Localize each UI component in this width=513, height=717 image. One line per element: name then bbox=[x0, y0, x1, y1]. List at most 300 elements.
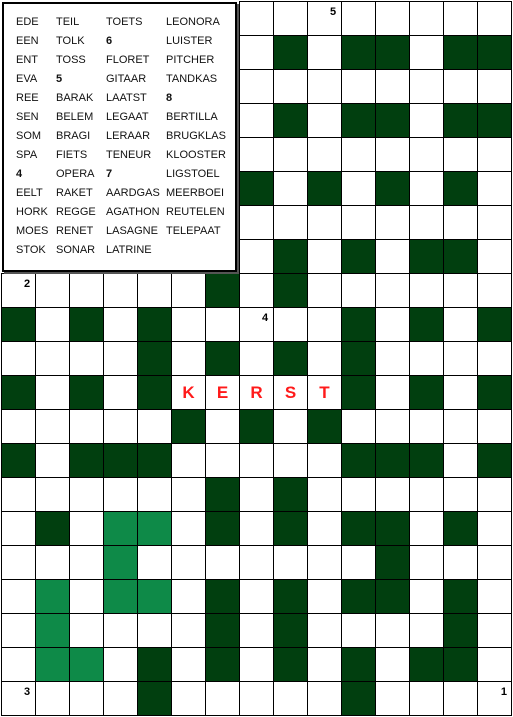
grid-cell[interactable] bbox=[409, 477, 444, 512]
grid-cell[interactable] bbox=[477, 647, 512, 682]
word-list-item: FLORET bbox=[106, 54, 150, 66]
grid-cell[interactable] bbox=[273, 409, 308, 444]
grid-cell[interactable] bbox=[307, 273, 342, 308]
grid-cell[interactable] bbox=[409, 613, 444, 648]
clue-number: 2 bbox=[24, 278, 31, 290]
grid-cell[interactable] bbox=[375, 239, 410, 274]
grid-cell-dark bbox=[273, 35, 308, 70]
grid-cell-dark bbox=[341, 681, 376, 716]
grid-cell[interactable] bbox=[409, 545, 444, 580]
grid-cell-highlight[interactable] bbox=[103, 579, 138, 614]
grid-cell[interactable] bbox=[103, 647, 138, 682]
grid-cell[interactable] bbox=[239, 205, 274, 240]
grid-cell[interactable] bbox=[409, 579, 444, 614]
grid-cell[interactable] bbox=[443, 545, 478, 580]
grid-cell[interactable] bbox=[239, 545, 274, 580]
grid-cell-dark bbox=[273, 103, 308, 138]
grid-cell[interactable] bbox=[477, 341, 512, 376]
grid-cell-dark bbox=[375, 579, 410, 614]
grid-cell-dark bbox=[137, 681, 172, 716]
grid-cell-dark bbox=[35, 511, 70, 546]
grid-cell-dark bbox=[137, 443, 172, 478]
grid-cell[interactable] bbox=[103, 375, 138, 410]
grid-cell-dark bbox=[443, 579, 478, 614]
grid-cell[interactable] bbox=[341, 273, 376, 308]
grid-cell[interactable] bbox=[171, 613, 206, 648]
grid-cell[interactable] bbox=[205, 307, 240, 342]
grid-cell[interactable] bbox=[137, 613, 172, 648]
grid-cell-dark bbox=[341, 341, 376, 376]
grid-cell[interactable] bbox=[69, 341, 104, 376]
grid-cell[interactable] bbox=[375, 375, 410, 410]
cell-letter: E bbox=[216, 383, 229, 402]
grid-cell[interactable] bbox=[103, 273, 138, 308]
grid-cell[interactable] bbox=[341, 1, 376, 36]
grid-cell[interactable] bbox=[443, 205, 478, 240]
grid-cell[interactable] bbox=[477, 171, 512, 206]
grid-cell[interactable] bbox=[35, 477, 70, 512]
grid-cell[interactable] bbox=[443, 69, 478, 104]
grid-cell[interactable] bbox=[69, 273, 104, 308]
grid-cell[interactable] bbox=[239, 375, 274, 410]
grid-cell[interactable] bbox=[409, 205, 444, 240]
grid-cell[interactable] bbox=[273, 1, 308, 36]
grid-cell-dark bbox=[69, 443, 104, 478]
grid-cell-dark bbox=[137, 647, 172, 682]
grid-cell[interactable] bbox=[477, 681, 512, 716]
grid-cell[interactable] bbox=[409, 69, 444, 104]
grid-cell[interactable] bbox=[69, 477, 104, 512]
grid-cell[interactable] bbox=[239, 579, 274, 614]
grid-cell-dark bbox=[205, 341, 240, 376]
grid-cell[interactable] bbox=[375, 307, 410, 342]
word-list-item: SPA bbox=[16, 149, 38, 161]
grid-cell[interactable] bbox=[171, 307, 206, 342]
grid-cell[interactable] bbox=[171, 579, 206, 614]
grid-cell[interactable] bbox=[137, 273, 172, 308]
grid-cell[interactable] bbox=[409, 341, 444, 376]
grid-cell[interactable] bbox=[103, 681, 138, 716]
grid-cell-dark bbox=[307, 409, 342, 444]
grid-cell[interactable] bbox=[443, 477, 478, 512]
grid-cell[interactable] bbox=[35, 375, 70, 410]
grid-cell[interactable] bbox=[69, 545, 104, 580]
word-list-item: LUISTER bbox=[166, 35, 213, 47]
grid-cell[interactable] bbox=[307, 35, 342, 70]
grid-cell[interactable] bbox=[477, 477, 512, 512]
grid-cell[interactable] bbox=[375, 613, 410, 648]
grid-cell[interactable] bbox=[307, 681, 342, 716]
grid-cell-dark bbox=[477, 35, 512, 70]
grid-cell-dark bbox=[341, 511, 376, 546]
grid-cell[interactable] bbox=[409, 273, 444, 308]
grid-cell[interactable] bbox=[171, 375, 206, 410]
grid-cell[interactable] bbox=[69, 613, 104, 648]
grid-cell[interactable] bbox=[477, 239, 512, 274]
word-list-item: FIETS bbox=[56, 149, 88, 161]
grid-cell[interactable] bbox=[477, 273, 512, 308]
grid-cell-dark bbox=[1, 307, 36, 342]
grid-cell-dark bbox=[273, 341, 308, 376]
grid-cell[interactable] bbox=[171, 477, 206, 512]
grid-cell-dark bbox=[341, 307, 376, 342]
grid-cell[interactable] bbox=[35, 307, 70, 342]
grid-cell[interactable] bbox=[239, 681, 274, 716]
grid-cell[interactable] bbox=[171, 545, 206, 580]
word-list-item: EDE bbox=[16, 16, 39, 28]
word-list-item: LERAAR bbox=[106, 130, 151, 142]
grid-cell[interactable] bbox=[69, 579, 104, 614]
grid-cell[interactable] bbox=[239, 647, 274, 682]
grid-cell-dark bbox=[137, 375, 172, 410]
grid-cell-dark bbox=[375, 171, 410, 206]
grid-cell[interactable] bbox=[375, 477, 410, 512]
grid-cell[interactable] bbox=[307, 1, 342, 36]
grid-cell[interactable] bbox=[307, 69, 342, 104]
grid-cell[interactable] bbox=[443, 273, 478, 308]
grid-cell[interactable] bbox=[375, 273, 410, 308]
grid-cell[interactable] bbox=[1, 613, 36, 648]
grid-cell[interactable] bbox=[341, 409, 376, 444]
grid-cell[interactable] bbox=[1, 545, 36, 580]
grid-cell[interactable] bbox=[477, 511, 512, 546]
word-list-item: SOM bbox=[16, 130, 42, 142]
word-list-item: MOES bbox=[16, 225, 49, 237]
grid-cell-dark bbox=[341, 375, 376, 410]
grid-cell-dark bbox=[341, 35, 376, 70]
grid-cell[interactable] bbox=[35, 545, 70, 580]
grid-cell[interactable] bbox=[273, 545, 308, 580]
word-length-header: 6 bbox=[106, 35, 113, 47]
grid-cell[interactable] bbox=[409, 35, 444, 70]
grid-cell[interactable] bbox=[69, 681, 104, 716]
grid-cell[interactable] bbox=[477, 205, 512, 240]
grid-cell[interactable] bbox=[341, 171, 376, 206]
grid-cell-highlight[interactable] bbox=[69, 647, 104, 682]
grid-cell[interactable] bbox=[409, 171, 444, 206]
word-length-header: 8 bbox=[166, 92, 173, 104]
grid-cell-dark bbox=[273, 647, 308, 682]
grid-cell[interactable] bbox=[341, 613, 376, 648]
grid-cell[interactable] bbox=[443, 137, 478, 172]
grid-cell-dark bbox=[409, 375, 444, 410]
grid-cell[interactable] bbox=[273, 69, 308, 104]
grid-cell[interactable] bbox=[375, 681, 410, 716]
grid-cell[interactable] bbox=[341, 69, 376, 104]
grid-cell-dark bbox=[205, 613, 240, 648]
grid-cell[interactable] bbox=[239, 239, 274, 274]
grid-cell-dark bbox=[273, 273, 308, 308]
grid-cell-dark bbox=[375, 35, 410, 70]
grid-cell[interactable] bbox=[375, 341, 410, 376]
grid-cell[interactable] bbox=[273, 307, 308, 342]
grid-cell[interactable] bbox=[409, 681, 444, 716]
grid-cell[interactable] bbox=[103, 409, 138, 444]
grid-cell-highlight[interactable] bbox=[137, 579, 172, 614]
grid-cell-dark bbox=[443, 239, 478, 274]
grid-cell-dark bbox=[307, 171, 342, 206]
grid-cell[interactable] bbox=[239, 477, 274, 512]
word-list-item: LIGSTOEL bbox=[166, 168, 220, 180]
word-list-item: MEERBOEI bbox=[166, 187, 225, 199]
grid-cell[interactable] bbox=[307, 477, 342, 512]
grid-cell[interactable] bbox=[205, 375, 240, 410]
grid-cell-highlight[interactable] bbox=[103, 545, 138, 580]
grid-cell-dark bbox=[341, 579, 376, 614]
word-list-item: AGATHON bbox=[106, 206, 160, 218]
word-list-item: BRAGI bbox=[56, 130, 91, 142]
grid-cell-dark bbox=[137, 341, 172, 376]
grid-cell[interactable] bbox=[307, 545, 342, 580]
grid-cell[interactable] bbox=[307, 205, 342, 240]
word-list-item: AARDGAS bbox=[106, 187, 160, 199]
grid-cell[interactable] bbox=[341, 205, 376, 240]
grid-cell[interactable] bbox=[171, 647, 206, 682]
grid-cell[interactable] bbox=[273, 137, 308, 172]
grid-cell-dark bbox=[1, 443, 36, 478]
grid-cell-dark bbox=[205, 477, 240, 512]
grid-cell[interactable] bbox=[239, 443, 274, 478]
grid-cell[interactable] bbox=[1, 341, 36, 376]
grid-cell[interactable] bbox=[35, 273, 70, 308]
word-list-item: RAKET bbox=[56, 187, 93, 199]
grid-cell[interactable] bbox=[477, 69, 512, 104]
grid-cell-dark bbox=[443, 613, 478, 648]
grid-cell[interactable] bbox=[409, 1, 444, 36]
grid-cell-dark bbox=[1, 375, 36, 410]
grid-cell[interactable] bbox=[443, 375, 478, 410]
grid-cell-dark bbox=[273, 579, 308, 614]
grid-cell-dark bbox=[273, 511, 308, 546]
grid-cell[interactable] bbox=[307, 239, 342, 274]
grid-cell[interactable] bbox=[477, 409, 512, 444]
grid-cell[interactable] bbox=[409, 103, 444, 138]
word-length-header: 4 bbox=[16, 168, 23, 180]
grid-cell[interactable] bbox=[171, 443, 206, 478]
grid-cell[interactable] bbox=[341, 137, 376, 172]
word-list-item: BERTILLA bbox=[166, 111, 218, 123]
grid-cell[interactable] bbox=[307, 307, 342, 342]
word-list-item: SEN bbox=[16, 111, 39, 123]
grid-cell[interactable] bbox=[443, 409, 478, 444]
grid-cell-dark bbox=[409, 239, 444, 274]
grid-cell[interactable] bbox=[443, 443, 478, 478]
grid-cell-dark bbox=[273, 477, 308, 512]
grid-cell[interactable] bbox=[375, 69, 410, 104]
grid-cell[interactable] bbox=[205, 545, 240, 580]
grid-cell[interactable] bbox=[341, 477, 376, 512]
grid-cell[interactable] bbox=[239, 35, 274, 70]
grid-cell[interactable] bbox=[35, 409, 70, 444]
grid-cell-dark bbox=[375, 545, 410, 580]
grid-cell[interactable] bbox=[171, 341, 206, 376]
grid-cell-dark bbox=[477, 443, 512, 478]
grid-cell[interactable] bbox=[477, 1, 512, 36]
grid-cell[interactable] bbox=[1, 681, 36, 716]
grid-cell[interactable] bbox=[273, 171, 308, 206]
grid-cell[interactable] bbox=[375, 205, 410, 240]
grid-cell-dark bbox=[205, 511, 240, 546]
grid-cell[interactable] bbox=[239, 273, 274, 308]
grid-cell[interactable] bbox=[35, 341, 70, 376]
grid-cell[interactable] bbox=[69, 511, 104, 546]
grid-cell[interactable] bbox=[239, 613, 274, 648]
grid-cell-dark bbox=[103, 443, 138, 478]
grid-cell[interactable] bbox=[477, 613, 512, 648]
grid-cell[interactable] bbox=[137, 409, 172, 444]
grid-cell[interactable] bbox=[103, 307, 138, 342]
grid-cell[interactable] bbox=[375, 647, 410, 682]
grid-cell[interactable] bbox=[1, 477, 36, 512]
word-list-item: BARAK bbox=[56, 92, 94, 104]
grid-cell[interactable] bbox=[307, 647, 342, 682]
grid-cell-dark bbox=[69, 307, 104, 342]
grid-cell-dark bbox=[239, 171, 274, 206]
grid-cell-dark bbox=[443, 511, 478, 546]
grid-cell[interactable] bbox=[171, 511, 206, 546]
word-list-item: HORK bbox=[16, 206, 48, 218]
word-list-item: LEGAAT bbox=[106, 111, 149, 123]
grid-cell[interactable] bbox=[307, 375, 342, 410]
clue-number: 4 bbox=[262, 312, 269, 324]
grid-cell[interactable] bbox=[137, 545, 172, 580]
grid-cell[interactable] bbox=[307, 103, 342, 138]
grid-cell-dark bbox=[477, 103, 512, 138]
grid-cell[interactable] bbox=[341, 545, 376, 580]
grid-cell[interactable] bbox=[443, 1, 478, 36]
word-list-item: ENT bbox=[16, 54, 38, 66]
word-list-item: REE bbox=[16, 92, 39, 104]
grid-cell-highlight[interactable] bbox=[103, 511, 138, 546]
grid-cell-highlight[interactable] bbox=[35, 647, 70, 682]
grid-cell-dark bbox=[443, 35, 478, 70]
grid-cell[interactable] bbox=[239, 307, 274, 342]
grid-cell-dark bbox=[443, 171, 478, 206]
word-list-item: EVA bbox=[16, 73, 38, 85]
grid-cell[interactable] bbox=[1, 647, 36, 682]
grid-cell-dark bbox=[273, 239, 308, 274]
word-list-item: SONAR bbox=[56, 244, 96, 256]
grid-cell[interactable] bbox=[35, 443, 70, 478]
grid-cell-dark bbox=[205, 579, 240, 614]
grid-cell-dark bbox=[273, 613, 308, 648]
word-list-item: TOLK bbox=[56, 35, 85, 47]
grid-cell[interactable] bbox=[171, 273, 206, 308]
grid-cell-dark bbox=[477, 307, 512, 342]
grid-cell[interactable] bbox=[273, 681, 308, 716]
grid-cell[interactable] bbox=[375, 1, 410, 36]
grid-cell[interactable] bbox=[103, 341, 138, 376]
grid-cell-highlight[interactable] bbox=[35, 579, 70, 614]
grid-cell-dark bbox=[443, 647, 478, 682]
cell-letter: S bbox=[284, 383, 297, 402]
grid-cell[interactable] bbox=[273, 375, 308, 410]
word-list-item: REGGE bbox=[56, 206, 96, 218]
grid-cell[interactable] bbox=[69, 409, 104, 444]
grid-cell[interactable] bbox=[375, 409, 410, 444]
grid-cell[interactable] bbox=[409, 511, 444, 546]
grid-cell[interactable] bbox=[205, 443, 240, 478]
grid-cell[interactable] bbox=[137, 477, 172, 512]
word-list-item: EEN bbox=[16, 35, 39, 47]
word-list-item: TENEUR bbox=[106, 149, 152, 161]
clue-number: 1 bbox=[500, 686, 507, 698]
grid-cell[interactable] bbox=[239, 1, 274, 36]
clue-number: 3 bbox=[24, 686, 31, 698]
cell-letter: T bbox=[319, 383, 330, 402]
word-length-header: 5 bbox=[56, 73, 63, 85]
grid-cell[interactable] bbox=[443, 341, 478, 376]
grid-cell-dark bbox=[341, 647, 376, 682]
grid-cell-dark bbox=[239, 409, 274, 444]
word-list-item: KLOOSTER bbox=[166, 149, 226, 161]
word-list-item: OPERA bbox=[56, 168, 95, 180]
grid-cell-dark bbox=[477, 375, 512, 410]
grid-cell[interactable] bbox=[239, 137, 274, 172]
grid-cell[interactable] bbox=[273, 443, 308, 478]
grid-cell[interactable] bbox=[239, 103, 274, 138]
grid-cell[interactable] bbox=[409, 409, 444, 444]
grid-cell[interactable] bbox=[307, 341, 342, 376]
grid-cell[interactable] bbox=[35, 681, 70, 716]
grid-cell-highlight[interactable] bbox=[35, 613, 70, 648]
grid-cell[interactable] bbox=[307, 579, 342, 614]
grid-cell[interactable] bbox=[1, 511, 36, 546]
grid-cell-dark bbox=[341, 103, 376, 138]
grid-cell[interactable] bbox=[409, 137, 444, 172]
grid-cell[interactable] bbox=[443, 681, 478, 716]
grid-cell[interactable] bbox=[171, 681, 206, 716]
grid-cell[interactable] bbox=[1, 409, 36, 444]
word-list-item: TEIL bbox=[56, 16, 80, 28]
word-list-item: BRUGKLAS bbox=[166, 130, 226, 142]
grid-cell[interactable] bbox=[307, 613, 342, 648]
grid-cell[interactable] bbox=[1, 273, 36, 308]
word-list-item: TOETS bbox=[106, 16, 143, 28]
grid-cell[interactable] bbox=[239, 69, 274, 104]
grid-cell[interactable] bbox=[1, 579, 36, 614]
grid-cell-dark bbox=[409, 647, 444, 682]
grid-cell[interactable] bbox=[477, 137, 512, 172]
grid-cell[interactable] bbox=[307, 137, 342, 172]
word-list-item: EELT bbox=[16, 187, 43, 199]
word-list-item: TOSS bbox=[56, 54, 86, 66]
word-list-item: LASAGNE bbox=[106, 225, 158, 237]
grid-cell-dark bbox=[375, 103, 410, 138]
grid-cell[interactable] bbox=[239, 511, 274, 546]
grid-cell[interactable] bbox=[273, 205, 308, 240]
word-list-item: TANDKAS bbox=[166, 73, 218, 85]
word-list-item: LAATST bbox=[106, 92, 147, 104]
grid-cell[interactable] bbox=[307, 511, 342, 546]
grid-cell[interactable] bbox=[443, 307, 478, 342]
grid-cell[interactable] bbox=[375, 137, 410, 172]
grid-cell[interactable] bbox=[477, 545, 512, 580]
grid-cell[interactable] bbox=[103, 613, 138, 648]
word-list-item: PITCHER bbox=[166, 54, 215, 66]
word-list-item: LATRINE bbox=[106, 244, 152, 256]
grid-cell-dark bbox=[375, 443, 410, 478]
grid-cell-highlight[interactable] bbox=[137, 511, 172, 546]
grid-cell[interactable] bbox=[205, 681, 240, 716]
grid-cell[interactable] bbox=[307, 443, 342, 478]
grid-cell[interactable] bbox=[205, 409, 240, 444]
grid-cell[interactable] bbox=[239, 341, 274, 376]
grid-cell[interactable] bbox=[103, 477, 138, 512]
grid-cell-dark bbox=[341, 239, 376, 274]
grid-cell[interactable] bbox=[477, 579, 512, 614]
grid-cell-dark bbox=[443, 103, 478, 138]
